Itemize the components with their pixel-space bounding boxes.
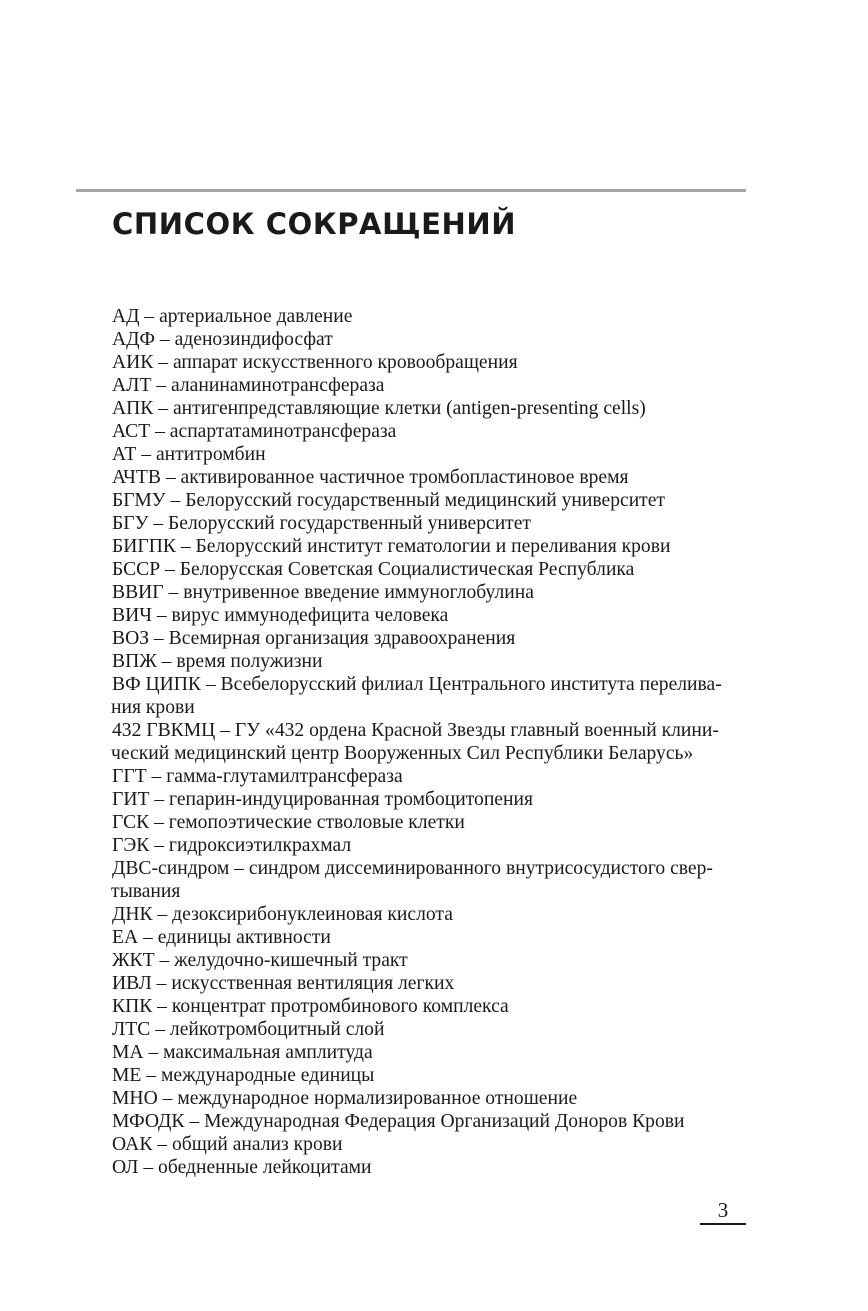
entry-text: ВОЗ – Всемирная организация здравоохранения — [112, 628, 516, 649]
abbreviation-entry — [112, 949, 744, 972]
abbreviation-entry — [112, 466, 744, 489]
entry-text-continuation: тывания — [111, 881, 181, 902]
header-rule — [76, 189, 746, 192]
abbreviation-entry — [112, 374, 744, 397]
abbreviation-entry — [112, 1087, 744, 1110]
abbreviation-entry — [112, 1064, 744, 1087]
entry-text: АДФ – аденозиндифосфат — [112, 329, 333, 350]
abbreviation-entry — [112, 972, 744, 995]
abbreviation-entry — [112, 328, 744, 351]
page-number-rule — [700, 1223, 746, 1225]
entry-text: ГГТ – гамма-глутамилтрансфераза — [112, 766, 403, 787]
abbreviation-entry — [112, 489, 744, 512]
entry-text: АЧТВ – активированное частичное тромбопластиновое время — [112, 467, 629, 488]
entry-text: БГУ – Белорусский государственный университет — [112, 513, 531, 534]
abbreviation-entry — [112, 650, 744, 673]
abbreviation-entry — [112, 397, 744, 420]
abbreviation-entry — [112, 535, 744, 558]
page-number: 3 — [717, 1198, 729, 1222]
abbreviation-entry — [112, 512, 744, 535]
entry-text: ЕА – единицы активности — [112, 927, 331, 948]
abbreviation-list — [112, 305, 744, 1179]
abbreviation-entry — [112, 903, 744, 926]
entry-text: БИГПК – Белорусский институт гематологии и переливания крови — [112, 536, 671, 557]
entry-text: ДВС-синдром – синдром диссеминированного внутрисосудистого свер- — [112, 858, 713, 879]
entry-text: ДНК – дезоксирибонуклеиновая кислота — [112, 904, 453, 925]
abbreviation-entry — [112, 1041, 744, 1064]
abbreviation-entry — [112, 857, 744, 903]
abbreviation-entry — [112, 1133, 744, 1156]
entry-text: КПК – концентрат протромбинового комплекса — [112, 996, 509, 1017]
entry-text: АЛТ – аланинаминотрансфераза — [112, 375, 385, 396]
entry-text-continuation: ния крови — [111, 697, 195, 718]
abbreviation-entry — [112, 351, 744, 374]
entry-text: МФОДК – Международная Федерация Организаций Доноров Крови — [112, 1111, 685, 1132]
entry-text: ГЭК – гидроксиэтилкрахмал — [112, 835, 352, 856]
abbreviation-entry — [112, 1156, 744, 1179]
entry-text: АПК – антигенпредставляющие клетки (antigen-presenting cells) — [112, 398, 646, 419]
entry-text: АИК – аппарат искусственного кровообращения — [112, 352, 518, 373]
abbreviation-entry — [112, 420, 744, 443]
entry-text: ГСК – гемопоэтические стволовые клетки — [112, 812, 465, 833]
abbreviation-entry — [112, 926, 744, 949]
entry-text: 432 ГВКМЦ – ГУ «432 ордена Красной Звезды главный военный клини- — [112, 720, 719, 741]
abbreviation-entry — [112, 765, 744, 788]
entry-text: ВПЖ – время полужизни — [112, 651, 323, 672]
entry-text: МЕ – международные единицы — [112, 1065, 375, 1086]
entry-text: БССР – Белорусская Советская Социалистическая Республика — [112, 559, 635, 580]
entry-text: ЛТС – лейкотромбоцитный слой — [112, 1019, 385, 1040]
abbreviation-entry — [112, 1018, 744, 1041]
abbreviation-entry — [112, 788, 744, 811]
entry-text: ЖКТ – желудочно-кишечный тракт — [112, 950, 408, 971]
abbreviation-entry — [112, 305, 744, 328]
entry-text: АТ – антитромбин — [112, 444, 266, 465]
entry-text: АСТ – аспартатаминотрансфераза — [112, 421, 397, 442]
abbreviation-entry — [112, 673, 744, 719]
abbreviation-entry — [112, 581, 744, 604]
abbreviation-entry — [112, 443, 744, 466]
page-title: СПИСОК СОКРАЩЕНИЙ — [112, 207, 517, 241]
abbreviation-entry — [112, 1110, 744, 1133]
entry-text: ОАК – общий анализ крови — [112, 1134, 343, 1155]
entry-text: МА – максимальная амплитуда — [112, 1042, 373, 1063]
entry-text: БГМУ – Белорусский государственный медицинский университет — [112, 490, 665, 511]
abbreviation-entry — [112, 811, 744, 834]
entry-text: ВИЧ – вирус иммунодефицита человека — [112, 605, 449, 626]
entry-text: ОЛ – обедненные лейкоцитами — [112, 1157, 372, 1178]
entry-text: МНО – международное нормализированное отношение — [112, 1088, 578, 1109]
abbreviation-entry — [112, 604, 744, 627]
abbreviation-entry — [112, 558, 744, 581]
entry-text: ВВИГ – внутривенное введение иммуноглобулина — [112, 582, 534, 603]
entry-text: ГИТ – гепарин-индуцированная тромбоцитопения — [112, 789, 533, 810]
abbreviation-entry — [112, 627, 744, 650]
entry-text: ИВЛ – искусственная вентиляция легких — [112, 973, 455, 994]
abbreviation-entry — [112, 834, 744, 857]
abbreviation-entry — [112, 719, 744, 765]
entry-text-continuation: ческий медицинский центр Вооруженных Сил Республики Беларусь» — [111, 743, 694, 764]
entry-text: ВФ ЦИПК – Всебелорусский филиал Центрального института перелива- — [112, 674, 722, 695]
abbreviation-entry — [112, 995, 744, 1018]
entry-text: АД – артериальное давление — [112, 306, 353, 327]
